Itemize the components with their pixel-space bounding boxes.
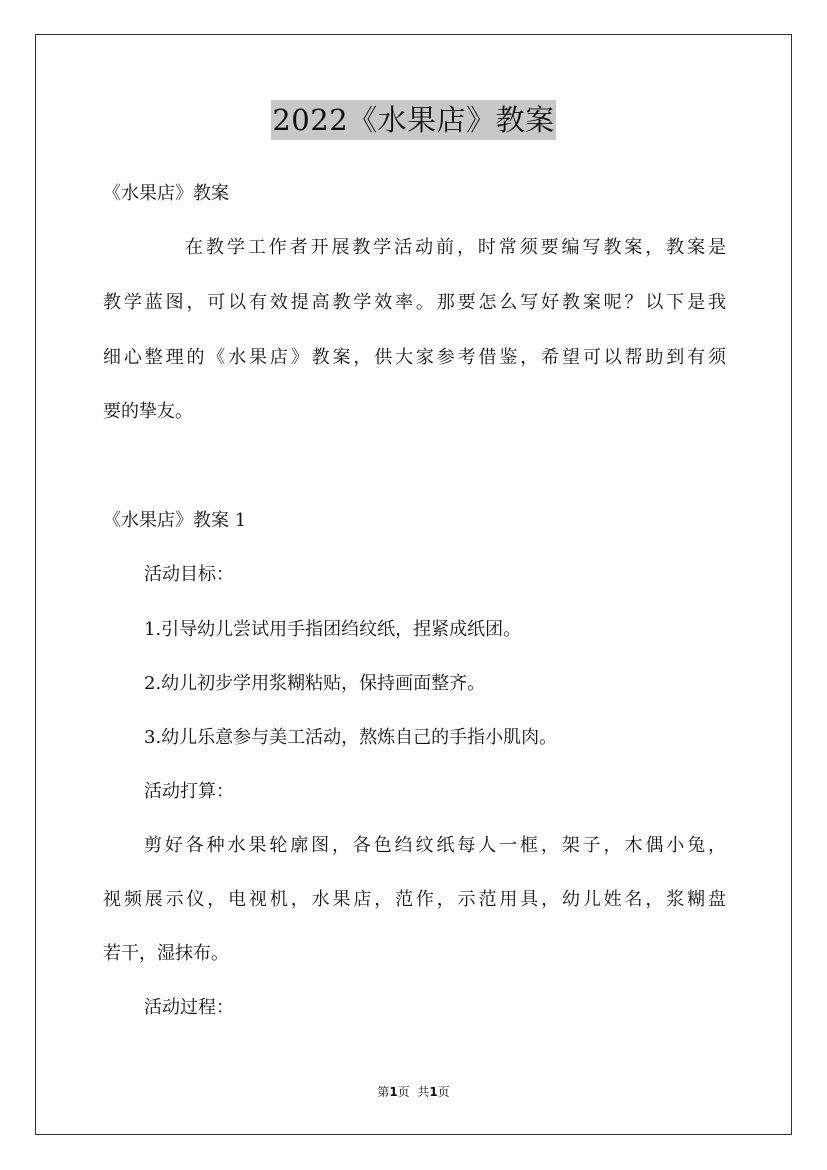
footer-suffix: 页 xyxy=(437,1085,450,1099)
goal-item-1: 1.引导幼儿尝试用手指团绉纹纸，捏紧成纸团。 xyxy=(144,619,522,640)
intro-line-4: 要的挚友。 xyxy=(103,401,193,422)
title-container xyxy=(0,100,827,140)
intro-line-3: 细心整理的《水果店》教案，供大家参考借鉴，希望可以帮助到有须 xyxy=(103,347,726,368)
goals-heading: 活动目标： xyxy=(144,564,234,585)
document-subtitle: 《水果店》教案 xyxy=(103,183,229,204)
prep-line-1: 剪好各种水果轮廓图，各色绉纹纸每人一框，架子，木偶小兔， xyxy=(144,835,726,856)
footer-mid: 页 共 xyxy=(397,1085,430,1099)
prep-line-2: 视频展示仪，电视机，水果店，范作，示范用具，幼儿姓名，浆糊盘 xyxy=(103,889,726,910)
page-footer xyxy=(0,1084,827,1100)
intro-line-1: 在教学工作者开展教学活动前，时常须要编写教案，教案是 xyxy=(185,237,726,258)
footer-prefix: 第 xyxy=(377,1085,390,1099)
document-title: 2022《水果店》教案 xyxy=(271,100,555,140)
prep-heading: 活动打算： xyxy=(144,781,234,802)
footer-page-number: 1 xyxy=(389,1085,398,1099)
footer-total-pages: 1 xyxy=(429,1085,438,1099)
section-heading: 《水果店》教案 1 xyxy=(103,510,247,531)
process-heading: 活动过程： xyxy=(144,997,234,1018)
intro-line-2: 教学蓝图，可以有效提高教学效率。那要怎么写好教案呢？以下是我 xyxy=(103,292,726,313)
prep-line-3: 若干，湿抹布。 xyxy=(103,943,229,964)
goal-item-2: 2.幼儿初步学用浆糊粘贴，保持画面整齐。 xyxy=(144,673,486,694)
goal-item-3: 3.幼儿乐意参与美工活动，熬炼自己的手指小肌肉。 xyxy=(144,727,558,748)
